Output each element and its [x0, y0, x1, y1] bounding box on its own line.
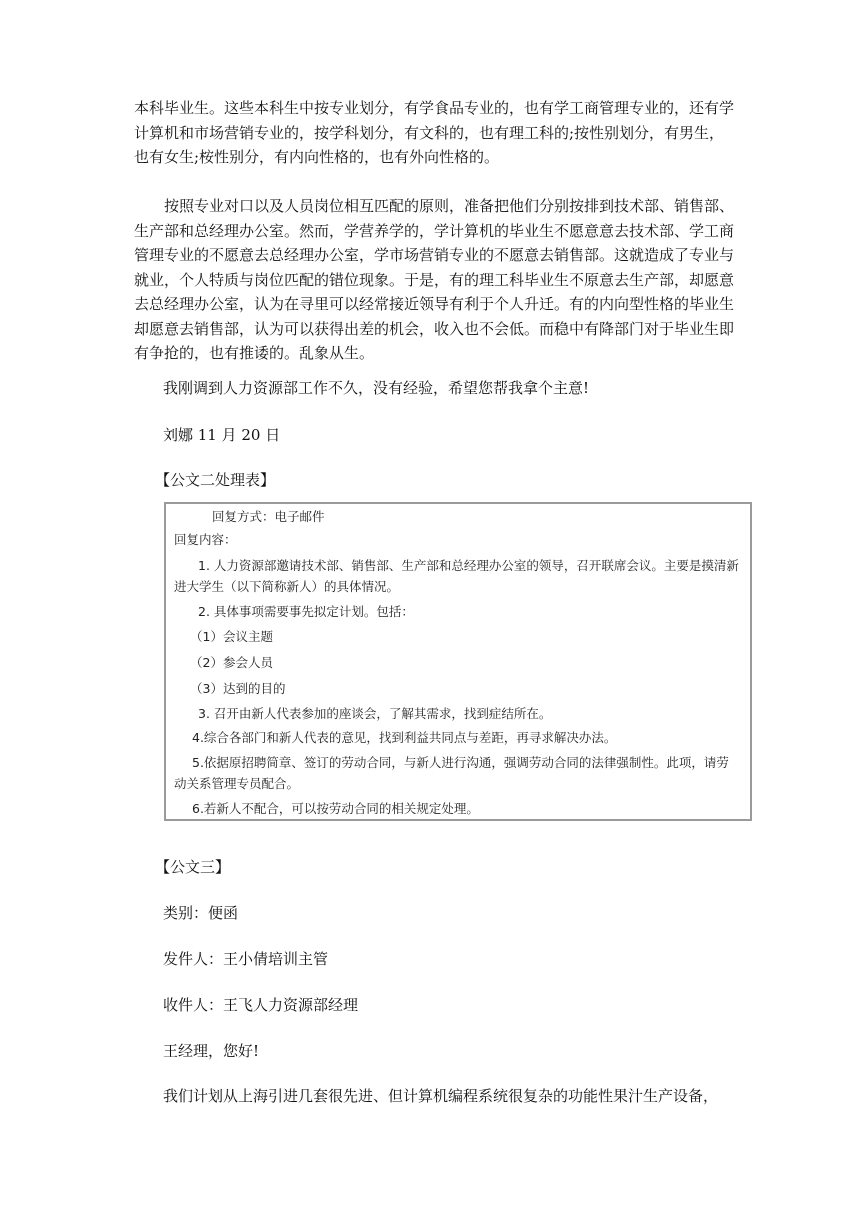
reply-item-3: 3. 召开由新人代表参加的座谈会，了解其需求，找到症结所在。 — [198, 706, 552, 721]
processing-table-image — [164, 502, 752, 821]
category-line: 类别：便函 — [163, 904, 239, 922]
reply-item-5: 5.依据原招聘简章、签订的劳动合同，与新人进行沟通，强调劳动合同的法律强制性。此项，请劳动关系管理专员配合。 — [174, 755, 729, 791]
recipient-line: 收件人：王飞人力资源部经理 — [163, 996, 359, 1014]
last-paragraph-line: 我们计划从上海引进几套很先进、但计算机编程系统很复杂的功能性果汁生产设备， — [163, 1087, 719, 1105]
reply-sub-3: （3）达到的目的 — [190, 681, 286, 696]
reply-item-2: 2. 具体事项需要事先拟定计划。包括： — [198, 604, 414, 619]
reply-content-label: 回复内容： — [174, 532, 237, 547]
processing-table-content — [166, 504, 750, 819]
reply-method: 回复方式：电子邮件 — [212, 509, 325, 524]
sender-line: 发件人：王小倩培训主管 — [163, 950, 329, 968]
signature-date: 刘娜 11 月 20 日 — [163, 426, 281, 444]
reply-sub-1: （1）会议主题 — [190, 629, 273, 644]
reply-item-1: 1. 人力资源部邀请技术部、销售部、生产部和总经理办公室的领导，召开联席会议。主要是摸清新进大学生（以下简称新人）的具体情况。 — [174, 558, 739, 594]
greeting-line: 王经理，您好! — [163, 1042, 260, 1060]
reply-sub-2: （2）参会人员 — [190, 655, 273, 670]
reply-item-6: 6.若新人不配合，可以按劳动合同的相关规定处理。 — [192, 801, 479, 816]
heading-gongwen-2: 【公文二处理表】 — [155, 471, 276, 489]
heading-gongwen-3: 【公文三】 — [155, 858, 231, 876]
reply-item-4: 4.综合各部门和新人代表的意见，找到利益共同点与差距，再寻求解决办法。 — [192, 730, 617, 745]
paragraph-2: 按照专业对口以及人员岗位相互匹配的原则，准备把他们分别按排到技术部、销售部、生产部和总经理办公室。然而，学营养学的，学计算机的毕业生不愿意意去技术部、学工商管理专业的不愿意去总经理办公室，学市场营销专业的不愿意去销售部。这就造成了专业与就业，个人特质与岗位匹配的错位现象。于是，有的理工科毕业生不原意去生产部，却愿意去总经理办公室，认为在寻里可以经常接近领导有利于个人升迁。有的内向型性格的毕业生却愿意去销售部，认为可以获得出差的机会，收入也不会低。而稳中有降部门对于毕业生即有争抢的，也有推诿的。乱象从生。 — [134, 197, 735, 362]
paragraph-1: 本科毕业生。这些本科生中按专业划分，有学食品专业的，也有学工商管理专业的，还有学计算机和市场营销专业的，按学科划分，有文科的，也有理工科的;按性别划分，有男生，也有女生;桉性别分，有内向性格的，也有外向性格的。 — [134, 99, 735, 166]
paragraph-3: 我刚调到人力资源部工作不久，没有经验，希望您帮我拿个主意! — [163, 379, 590, 397]
